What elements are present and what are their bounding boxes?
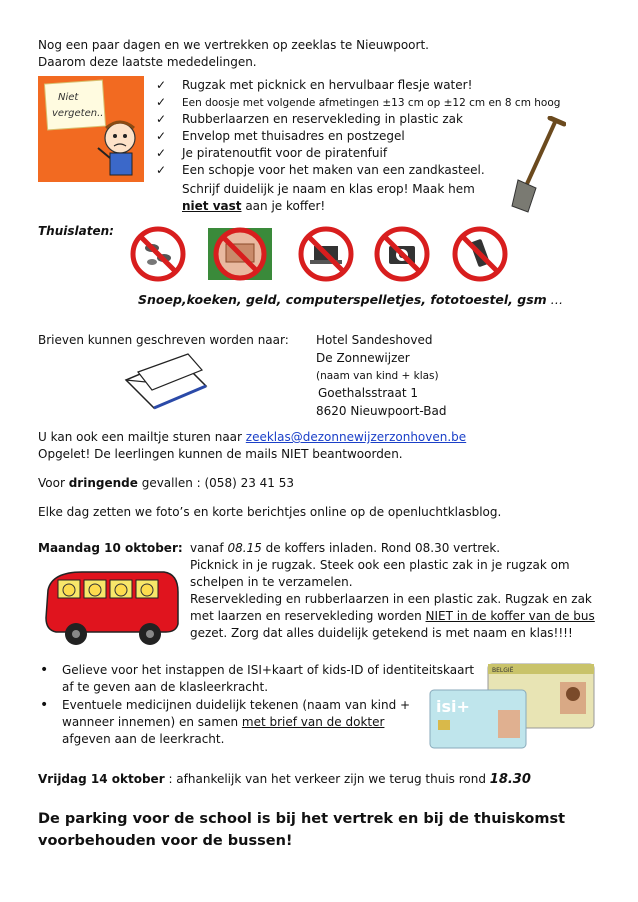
no-camera-sign-icon xyxy=(374,226,430,282)
checkmark-icon: ✓ xyxy=(156,112,167,126)
no-computer-games-sign-icon xyxy=(298,226,354,282)
address-city: 8620 Nieuwpoort-Bad xyxy=(316,404,447,418)
name-note-line-1: Schrijf duidelijk je naam en klas erop! Maak hem xyxy=(182,182,475,196)
monday-line-5: met laarzen en reservekleding worden NIET in de koffer van de bus xyxy=(190,609,595,623)
letters-label: Brieven kunnen geschreven worden naar: xyxy=(38,333,289,347)
bullet-2-line-3: afgeven aan de leerkracht. xyxy=(62,732,225,746)
checklist-item: ✓ Je piratenoutfit voor de piratenfuif xyxy=(156,146,388,160)
monday-line-2: Picknick in je rugzak. Steek ook een plastic zak in je rugzak om xyxy=(190,558,570,572)
bullet-icon: • xyxy=(40,697,49,713)
checkmark-icon: ✓ xyxy=(156,129,167,143)
address-hotel: Hotel Sandeshoved xyxy=(316,333,433,347)
no-candy-sign-icon xyxy=(130,226,186,282)
checkmark-icon: ✓ xyxy=(156,95,167,109)
email-link[interactable]: zeeklas@dezonnewijzerzonhoven.be xyxy=(245,430,467,444)
parking-line-1: De parking voor de school is bij het vertrek en bij de thuiskomst xyxy=(38,811,566,827)
blog-line: Elke dag zetten we foto’s en korte berichtjes online op de openluchtklasblog. xyxy=(38,505,502,519)
note-text-vergeten: vergeten.. xyxy=(52,108,104,119)
monday-label: Maandag 10 oktober: xyxy=(38,541,183,555)
bullet-2-line-2: wanneer innemen) en samen met brief van de dokter xyxy=(62,715,385,729)
bullet-1-line-1: Gelieve voor het instappen de ISI+kaart of kids-ID of identiteitskaart xyxy=(62,663,475,677)
id-cards-image xyxy=(428,662,598,752)
thuislaten-items: Snoep,koeken, geld, computerspelletjes, fototoestel, gsm … xyxy=(138,292,564,307)
checkmark-icon: ✓ xyxy=(156,163,167,177)
monday-line-1: vanaf 08.15 de koffers inladen. Rond 08.30 vertrek. xyxy=(190,541,501,555)
urgent-line: Voor dringende gevallen : (058) 23 41 53 xyxy=(38,476,295,490)
address-name: De Zonnewijzer xyxy=(316,351,410,365)
checklist-item: ✓ Rubberlaarzen en reservekleding in plastic zak xyxy=(156,112,463,126)
address-child-class: (naam van kind + klas) xyxy=(316,370,439,382)
note-text-niet: Niet xyxy=(58,92,79,103)
bullet-1-line-2: af te geven aan de klasleerkracht. xyxy=(62,680,269,694)
no-money-sign-icon xyxy=(208,226,272,282)
monday-line-4: Reservekleding en rubberlaarzen in een plastic zak. Rugzak en zak xyxy=(190,592,592,606)
card-text-isi: isi+ xyxy=(436,697,470,716)
monday-line-3: schelpen in te verzamelen. xyxy=(190,575,353,589)
checklist-item: ✓ Een schopje voor het maken van een zandkasteel. xyxy=(156,163,485,177)
checklist-item: ✓ Rugzak met picknick en hervulbaar flesje water! xyxy=(156,78,473,92)
address-street: Goethalsstraat 1 xyxy=(318,386,419,400)
card-text-belgie: BELGIË xyxy=(492,667,514,674)
intro-line-2: Daarom deze laatste mededelingen. xyxy=(38,55,257,69)
monday-line-6: gezet. Zorg dat alles duidelijk getekend is met naam en klas!!!! xyxy=(190,626,573,640)
thuislaten-label: Thuislaten: xyxy=(38,224,114,238)
mail-warning: Opgelet! De leerlingen kunnen de mails NIET beantwoorden. xyxy=(38,447,403,461)
intro-line-1: Nog een paar dagen en we vertrekken op zeeklas te Nieuwpoort. xyxy=(38,38,429,52)
niet-vergeten-image xyxy=(38,76,144,182)
checkmark-icon: ✓ xyxy=(156,146,167,160)
no-phone-sign-icon xyxy=(452,226,508,282)
letters-image xyxy=(118,350,210,412)
checkmark-icon: ✓ xyxy=(156,78,167,92)
parking-line-2: voorbehouden voor de bussen! xyxy=(38,833,293,849)
bullet-icon: • xyxy=(40,662,49,678)
shovel-image xyxy=(506,116,566,216)
mail-line: U kan ook een mailtje sturen naar zeeklas@dezonnewijzerzonhoven.be xyxy=(38,430,467,444)
name-note-line-2: niet vast aan je koffer! xyxy=(182,199,326,213)
friday-line: Vrijdag 14 oktober : afhankelijk van het verkeer zijn we terug thuis rond 18.30 xyxy=(38,772,531,787)
checklist-item: ✓ Envelop met thuisadres en postzegel xyxy=(156,129,405,143)
checklist-item: ✓ Een doosje met volgende afmetingen ±13 cm op ±12 cm en 8 cm hoog xyxy=(156,95,561,109)
bus-image xyxy=(42,566,184,650)
bullet-2-line-1: Eventuele medicijnen duidelijk tekenen (naam van kind + xyxy=(62,698,411,712)
